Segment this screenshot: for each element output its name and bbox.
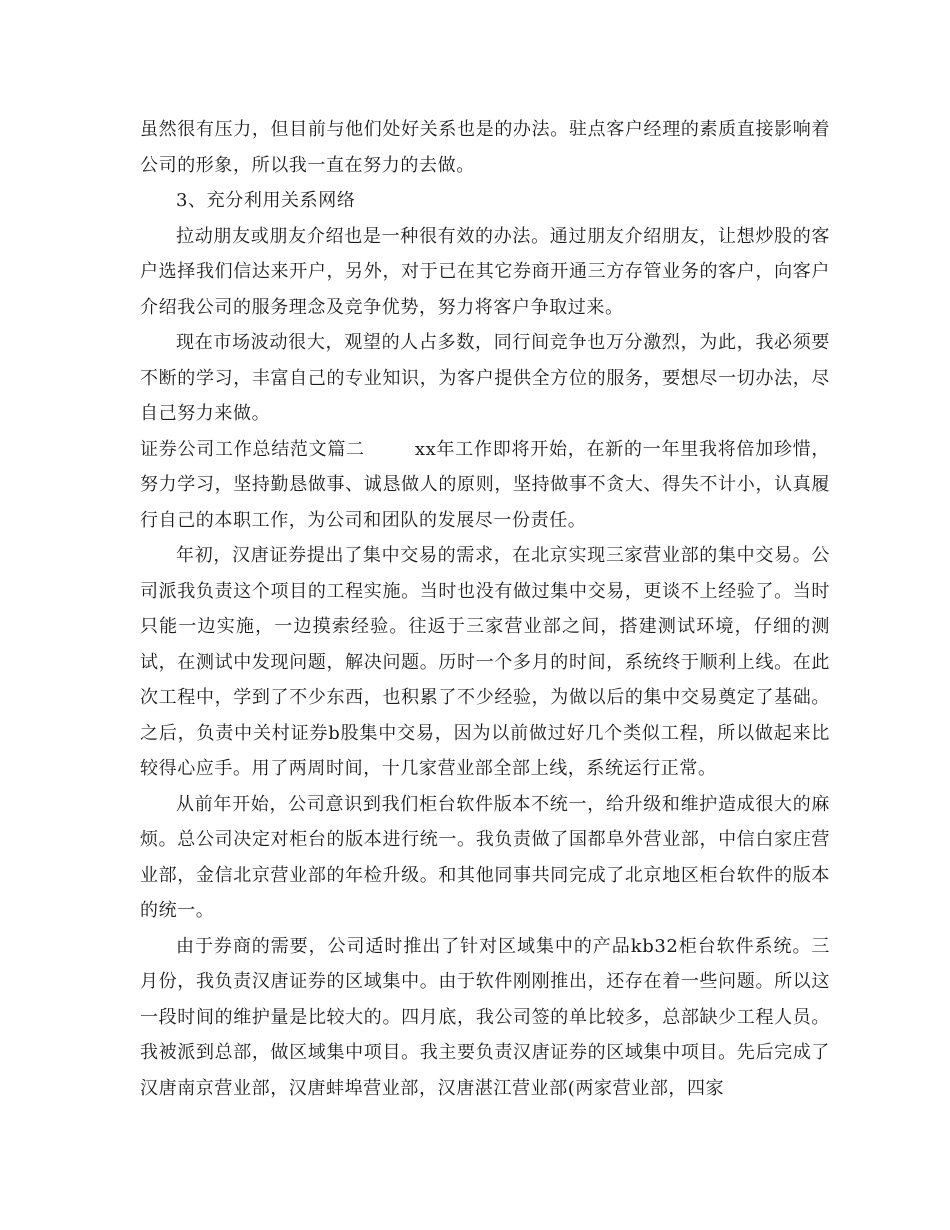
document-body	[140, 112, 830, 1106]
paragraph-regional-centralization: 由于券商的需要，公司适时推出了针对区域集中的产品kb32柜台软件系统。三月份，我负责汉唐证券的区域集中。由于软件刚刚推出，还存在着一些问题。所以这一段时间的维护量是比较大的。四月底，我公司签的单比较多，总部缺少工程人员。我被派到总部，做区域集中项目。我主要负责汉唐证券的区域集中项目。先后完成了汉唐南京营业部，汉唐蚌埠营业部，汉唐湛江营业部(两家营业部，四家	[140, 935, 830, 1099]
paragraph-version-unification: 从前年开始，公司意识到我们柜台软件版本不统一，给升级和维护造成很大的麻烦。总公司决定对柜台的版本进行统一。我负责做了国都阜外营业部，中信白家庄营业部，金信北京营业部的年检升级。和其他同事共同完成了北京地区柜台软件的版本的统一。	[140, 793, 830, 921]
subheading-relationship-network: 3、充分利用关系网络	[176, 190, 356, 211]
section-title-line	[140, 432, 830, 539]
section-first-paragraph: xx年工作即将开始，在新的一年里我将倍加珍惜，努力学习，坚持勤恳做事、诚恳做人的原则，坚持做事不贪大、得失不计小，认真履行自己的本职工作，为公司和团队的发展尽一份责任。	[140, 438, 830, 531]
paragraph-centralized-trading: 年初，汉唐证券提出了集中交易的需求，在北京实现三家营业部的集中交易。公司派我负责这个项目的工程实施。当时也没有做过集中交易，更谈不上经验了。当时只能一边实施，一边摸索经验。往返于三家营业部之间，搭建测试环境，仔细的测试，在测试中发现问题，解决问题。历时一个多月的时间，系统终于顺利上线。在此次工程中，学到了不少东西，也积累了不少经验，为做以后的集中交易奠定了基础。之后，负责中关村证券b股集中交易，因为以前做过好几个类似工程，所以做起来比较得心应手。用了两周时间，十几家营业部全部上线，系统运行正常。	[140, 545, 830, 779]
paragraph-friend-referral: 拉动朋友或朋友介绍也是一种很有效的办法。通过朋友介绍朋友，让想炒股的客户选择我们信达来开户，另外，对于已在其它券商开通三方存管业务的客户，向客户介绍我公司的服务理念及竞争优势，努力将客户争取过来。	[140, 225, 830, 318]
paragraph-market-competition: 现在市场波动很大，观望的人占多数，同行间竞争也万分激烈，为此，我必须要不断的学习，丰富自己的专业知识，为客户提供全方位的服务，要想尽一切办法，尽自己努力来做。	[140, 332, 830, 424]
section-title: 证券公司工作总结范文篇二	[140, 438, 365, 460]
paragraph-continuation: 虽然很有压力，但目前与他们处好关系也是的办法。驻点客户经理的素质直接影响着公司的形象，所以我一直在努力的去做。	[140, 119, 830, 176]
